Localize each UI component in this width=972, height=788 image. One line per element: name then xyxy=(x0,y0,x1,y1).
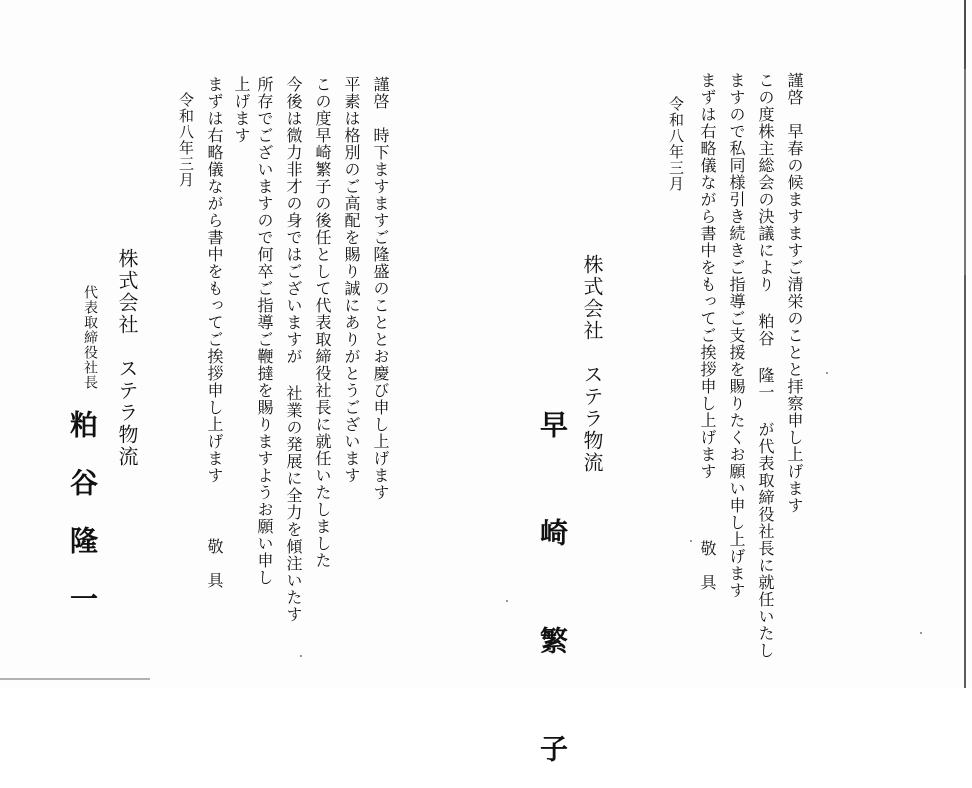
left-letter-line-2: 平素は格別のご高配を賜り誠にありがとうございます xyxy=(342,76,361,484)
right-letter-signatory: 早 崎 繁 子 xyxy=(536,410,569,788)
scan-speck xyxy=(300,655,302,657)
page-edge-bottom xyxy=(0,678,150,680)
right-letter-line-2: この度株主総会の決議により 粕谷 隆一 が代表取締役社長に就任いたし xyxy=(756,72,775,659)
scan-speck xyxy=(506,600,508,602)
left-letter-closing: 敬 具 xyxy=(205,538,224,589)
left-letter-company: 株式会社 ステラ物流 xyxy=(115,248,139,468)
left-letter-line-4: 今後は微力非才の身ではございますが 社業の発展に全力を傾注いたす xyxy=(284,76,303,623)
page-edge-right xyxy=(964,0,966,688)
left-letter-signatory-title: 代表取締役社長 xyxy=(82,285,98,390)
scan-speck xyxy=(690,540,692,542)
right-letter-line-3: ますので私同様引き続きご指導ご支援を賜りたくお願い申し上げます xyxy=(727,72,746,599)
left-letter-line-3: この度早崎繁子の後任として代表取締役社長に就任いたしました xyxy=(313,76,332,569)
scan-speck xyxy=(920,632,922,634)
scan-speck xyxy=(826,372,828,374)
left-letter-line-6: 上げます xyxy=(232,76,251,144)
left-letter-line-5: 所存でございますので何卒ご指導ご鞭撻を賜りますようお願い申し xyxy=(255,76,274,586)
left-letter-line-7: まずは右略儀ながら書中をもってご挨拶申し上げます xyxy=(205,76,224,484)
left-letter-date: 令和八年三月 xyxy=(177,92,195,188)
left-letter-line-1: 謹啓 時下ますますご隆盛のこととお慶び申し上げます xyxy=(371,76,390,501)
right-letter-line-4: まずは右略儀ながら書中をもってご挨拶申し上げます xyxy=(698,72,717,480)
right-letter-line-1: 謹啓 早春の候ますますご清栄のことと拝察申し上げます xyxy=(785,72,804,514)
right-letter-company: 株式会社 ステラ物流 xyxy=(580,254,604,474)
right-letter-date: 令和八年三月 xyxy=(667,96,685,192)
left-letter-signatory: 粕谷隆一 xyxy=(66,410,99,642)
right-letter-closing: 敬 具 xyxy=(698,540,717,591)
